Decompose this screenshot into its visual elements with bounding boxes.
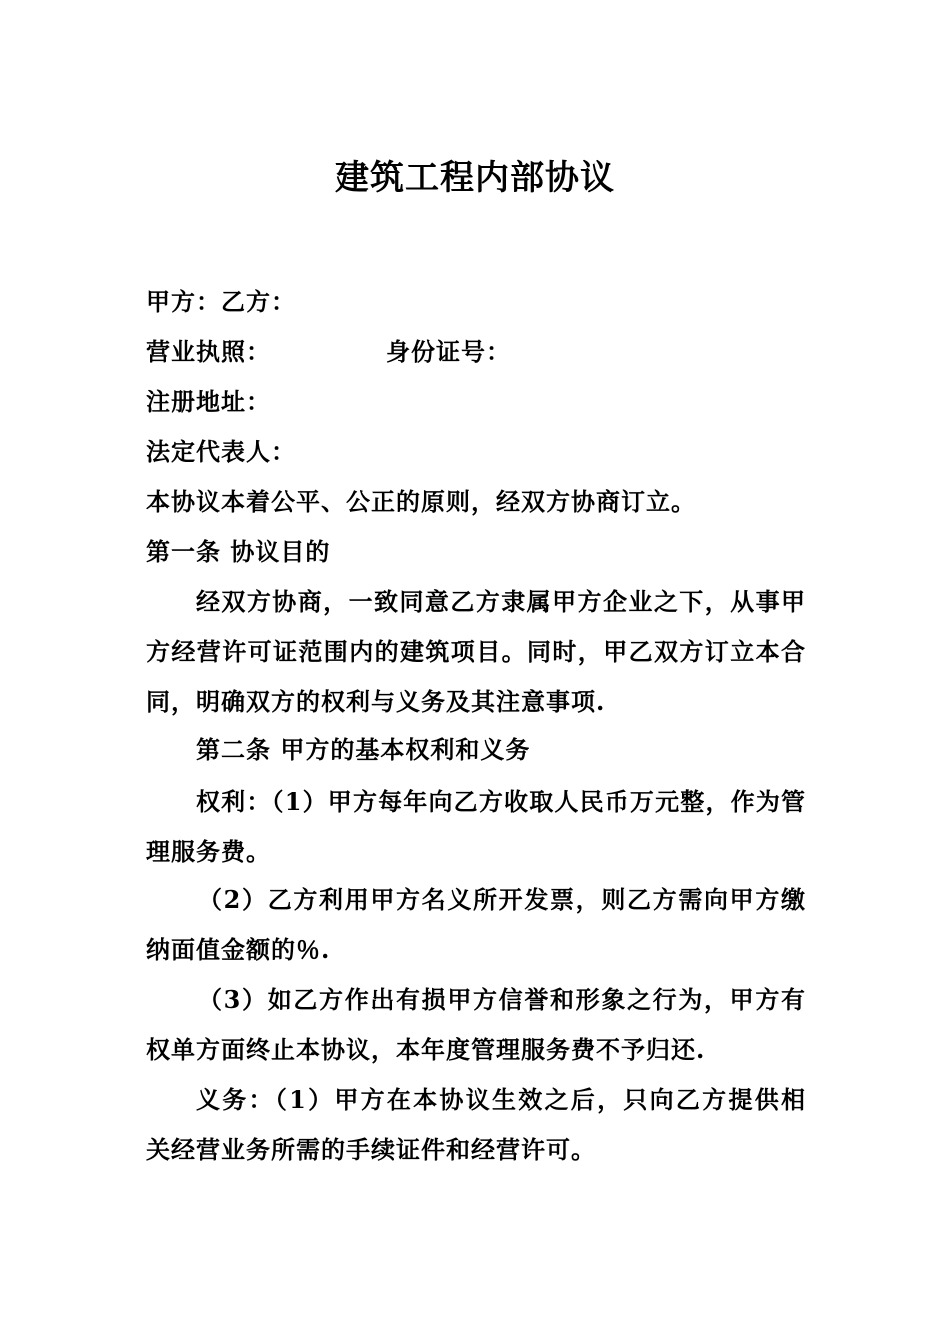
duties-1-line-2: 关经营业务所需的手续证件和经营许可。	[146, 1135, 596, 1164]
rights-3-line-1: （3）如乙方作出有损甲方信誉和形象之行为，甲方有	[198, 985, 806, 1014]
document-title: 建筑工程内部协议	[335, 158, 615, 198]
article1-heading: 第一条 协议目的	[146, 537, 331, 566]
party-a-b-line: 甲方：乙方：	[146, 287, 296, 316]
rights-1-line-2: 理服务费。	[146, 837, 271, 866]
duties-1-line-1: 义务：（1）甲方在本协议生效之后，只向乙方提供相	[196, 1085, 806, 1114]
article1-line-1: 经双方协商，一致同意乙方隶属甲方企业之下，从事甲	[196, 587, 806, 616]
article1-line-3: 同，明确双方的权利与义务及其注意事项.	[146, 687, 606, 716]
article1-line-2: 方经营许可证范围内的建筑项目。同时，甲乙双方订立本合	[146, 637, 806, 666]
rights-2-line-1: （2）乙方利用甲方名义所开发票，则乙方需向甲方缴	[198, 885, 806, 914]
preamble-line: 本协议本着公平、公正的原则，经双方协商订立。	[146, 487, 696, 516]
registered-address-line: 注册地址：	[146, 387, 271, 416]
rights-1-line-1: 权利：（1）甲方每年向乙方收取人民币万元整，作为管	[196, 787, 806, 816]
rights-2-line-2: 纳面值金额的％.	[146, 935, 331, 964]
article2-heading: 第二条 甲方的基本权利和义务	[196, 735, 531, 764]
business-license-label: 营业执照：	[146, 337, 271, 366]
license-id-line	[146, 335, 810, 369]
id-number-label: 身份证号：	[386, 337, 511, 366]
rights-3-line-2: 权单方面终止本协议，本年度管理服务费不予归还.	[146, 1035, 706, 1064]
legal-rep-line: 法定代表人：	[146, 437, 296, 466]
